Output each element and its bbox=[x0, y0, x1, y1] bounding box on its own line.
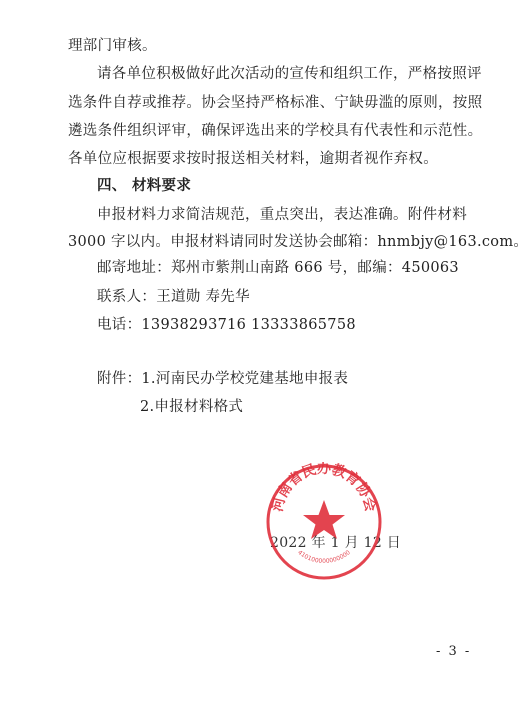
seal-text: 河南省民办教育协会 bbox=[269, 462, 379, 514]
phone-line: 电话：13938293716 13333865758 bbox=[97, 317, 356, 333]
text-line: 3000 字以内。申报材料请同时发送协会邮箱：hnmbjy@163.com。 bbox=[68, 234, 528, 250]
section-heading: 四、 材料要求 bbox=[97, 178, 192, 194]
page-number: - 3 - bbox=[436, 644, 472, 659]
text-line: 申报材料力求简洁规范，重点突出，表达准确。附件材料 bbox=[97, 207, 467, 223]
text-line: 请各单位积极做好此次活动的宣传和组织工作，严格按照评 bbox=[97, 66, 482, 82]
seal-star-icon bbox=[303, 500, 345, 539]
address-line: 邮寄地址：郑州市紫荆山南路 666 号，邮编：450063 bbox=[97, 260, 459, 276]
text-line: 各单位应根据要求按时报送相关材料，逾期者视作弃权。 bbox=[68, 151, 438, 167]
attachment-line: 附件：1.河南民办学校党建基地申报表 bbox=[97, 371, 349, 387]
text-line: 理部门审核。 bbox=[68, 38, 157, 54]
text-line: 遴选条件组织评审，确保评选出来的学校具有代表性和示范性。 bbox=[68, 123, 483, 139]
contact-line: 联系人：王道勋 寿先华 bbox=[97, 289, 250, 305]
attachment-line: 2.申报材料格式 bbox=[140, 399, 244, 415]
text-line: 选条件自荐或推荐。协会坚持严格标准、宁缺毋滥的原则，按照 bbox=[68, 95, 483, 111]
document-date: 2022 年 1 月 12 日 bbox=[270, 535, 402, 551]
official-seal bbox=[264, 462, 384, 582]
seal-code: 410100000000000 bbox=[296, 549, 352, 565]
